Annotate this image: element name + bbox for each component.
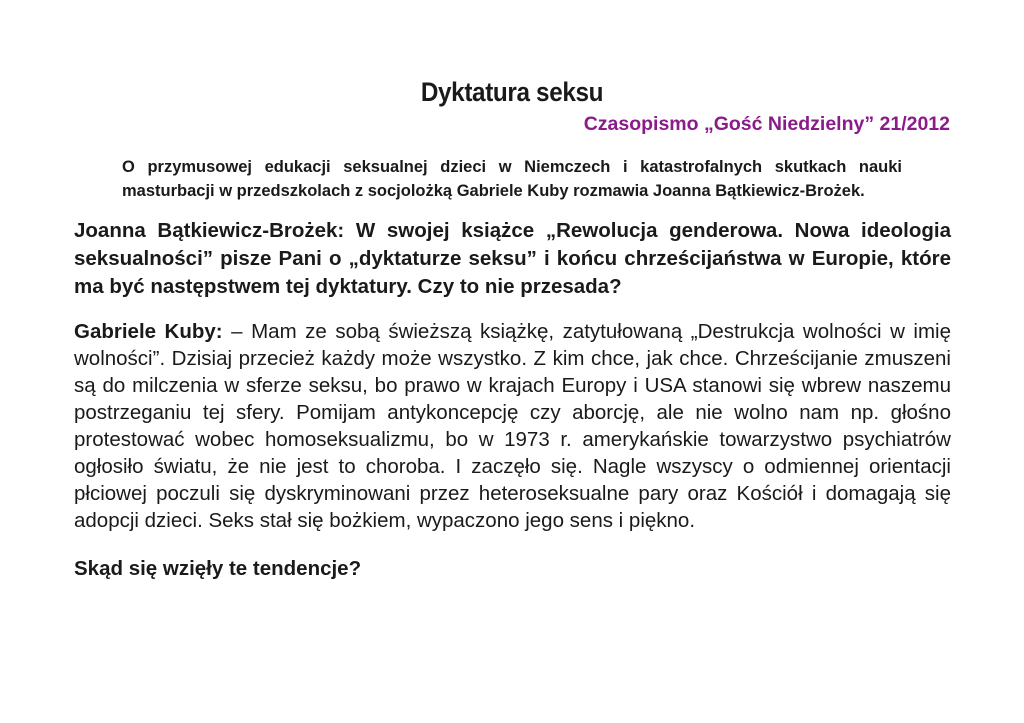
- interview-question-2: Skąd się wzięły te tendencje?: [74, 557, 362, 580]
- article-title: Dyktatura seksu: [420, 77, 604, 107]
- interview-question-1: Joanna Bątkiewicz-Brożek: W swojej książce „Rewolucja genderowa. Nowa ideologia seksualności” pisze Pani o „dyktaturze seksu” i końcu chrześcijaństwa w Europie, które ma być następstwem tej dyktatury. Czy to nie przesada?: [74, 219, 951, 298]
- article-lead: O przymusowej edukacji seksualnej dzieci w Niemczech i katastrofalnych skutkach nauki masturbacji w przedszkolach z socjolożką Gabriele Kuby rozmawia Joanna Bątkiewicz-Brożek.: [122, 158, 902, 200]
- answer-text: – Mam ze sobą świeższą książkę, zatytułowaną „Destrukcja wolności w imię wolności”. Dzisiaj przecież każdy może wszystko. Z kim chce, jak chce. Chrześcijanie zmuszeni są do milczenia w sferze seksu, bo prawo w krajach Europy i USA stanowi się wbrew naszemu postrzeganiu tej sfery. Pomijam antykoncepcję czy aborcję, ale nie wolno nam np. głośno protestować wobec homoseksualizmu, bo w 1973 r. amerykańskie towarzystwo psychiatrów ogłosiło światu, że nie jest to choroba. I zaczęło się. Nagle wszyscy o odmiennej orientacji płciowej poczuli się dyskryminowani przez heteroseksualne pary oraz Kościół i domagają się adopcji dzieci. Seks stał się bożkiem, wypaczono jego sens i piękno.: [74, 320, 951, 532]
- answer-speaker: Gabriele Kuby:: [74, 320, 223, 343]
- article-source: Czasopismo „Gość Niedzielny” 21/2012: [583, 113, 950, 135]
- interview-answer-1: [74, 318, 951, 534]
